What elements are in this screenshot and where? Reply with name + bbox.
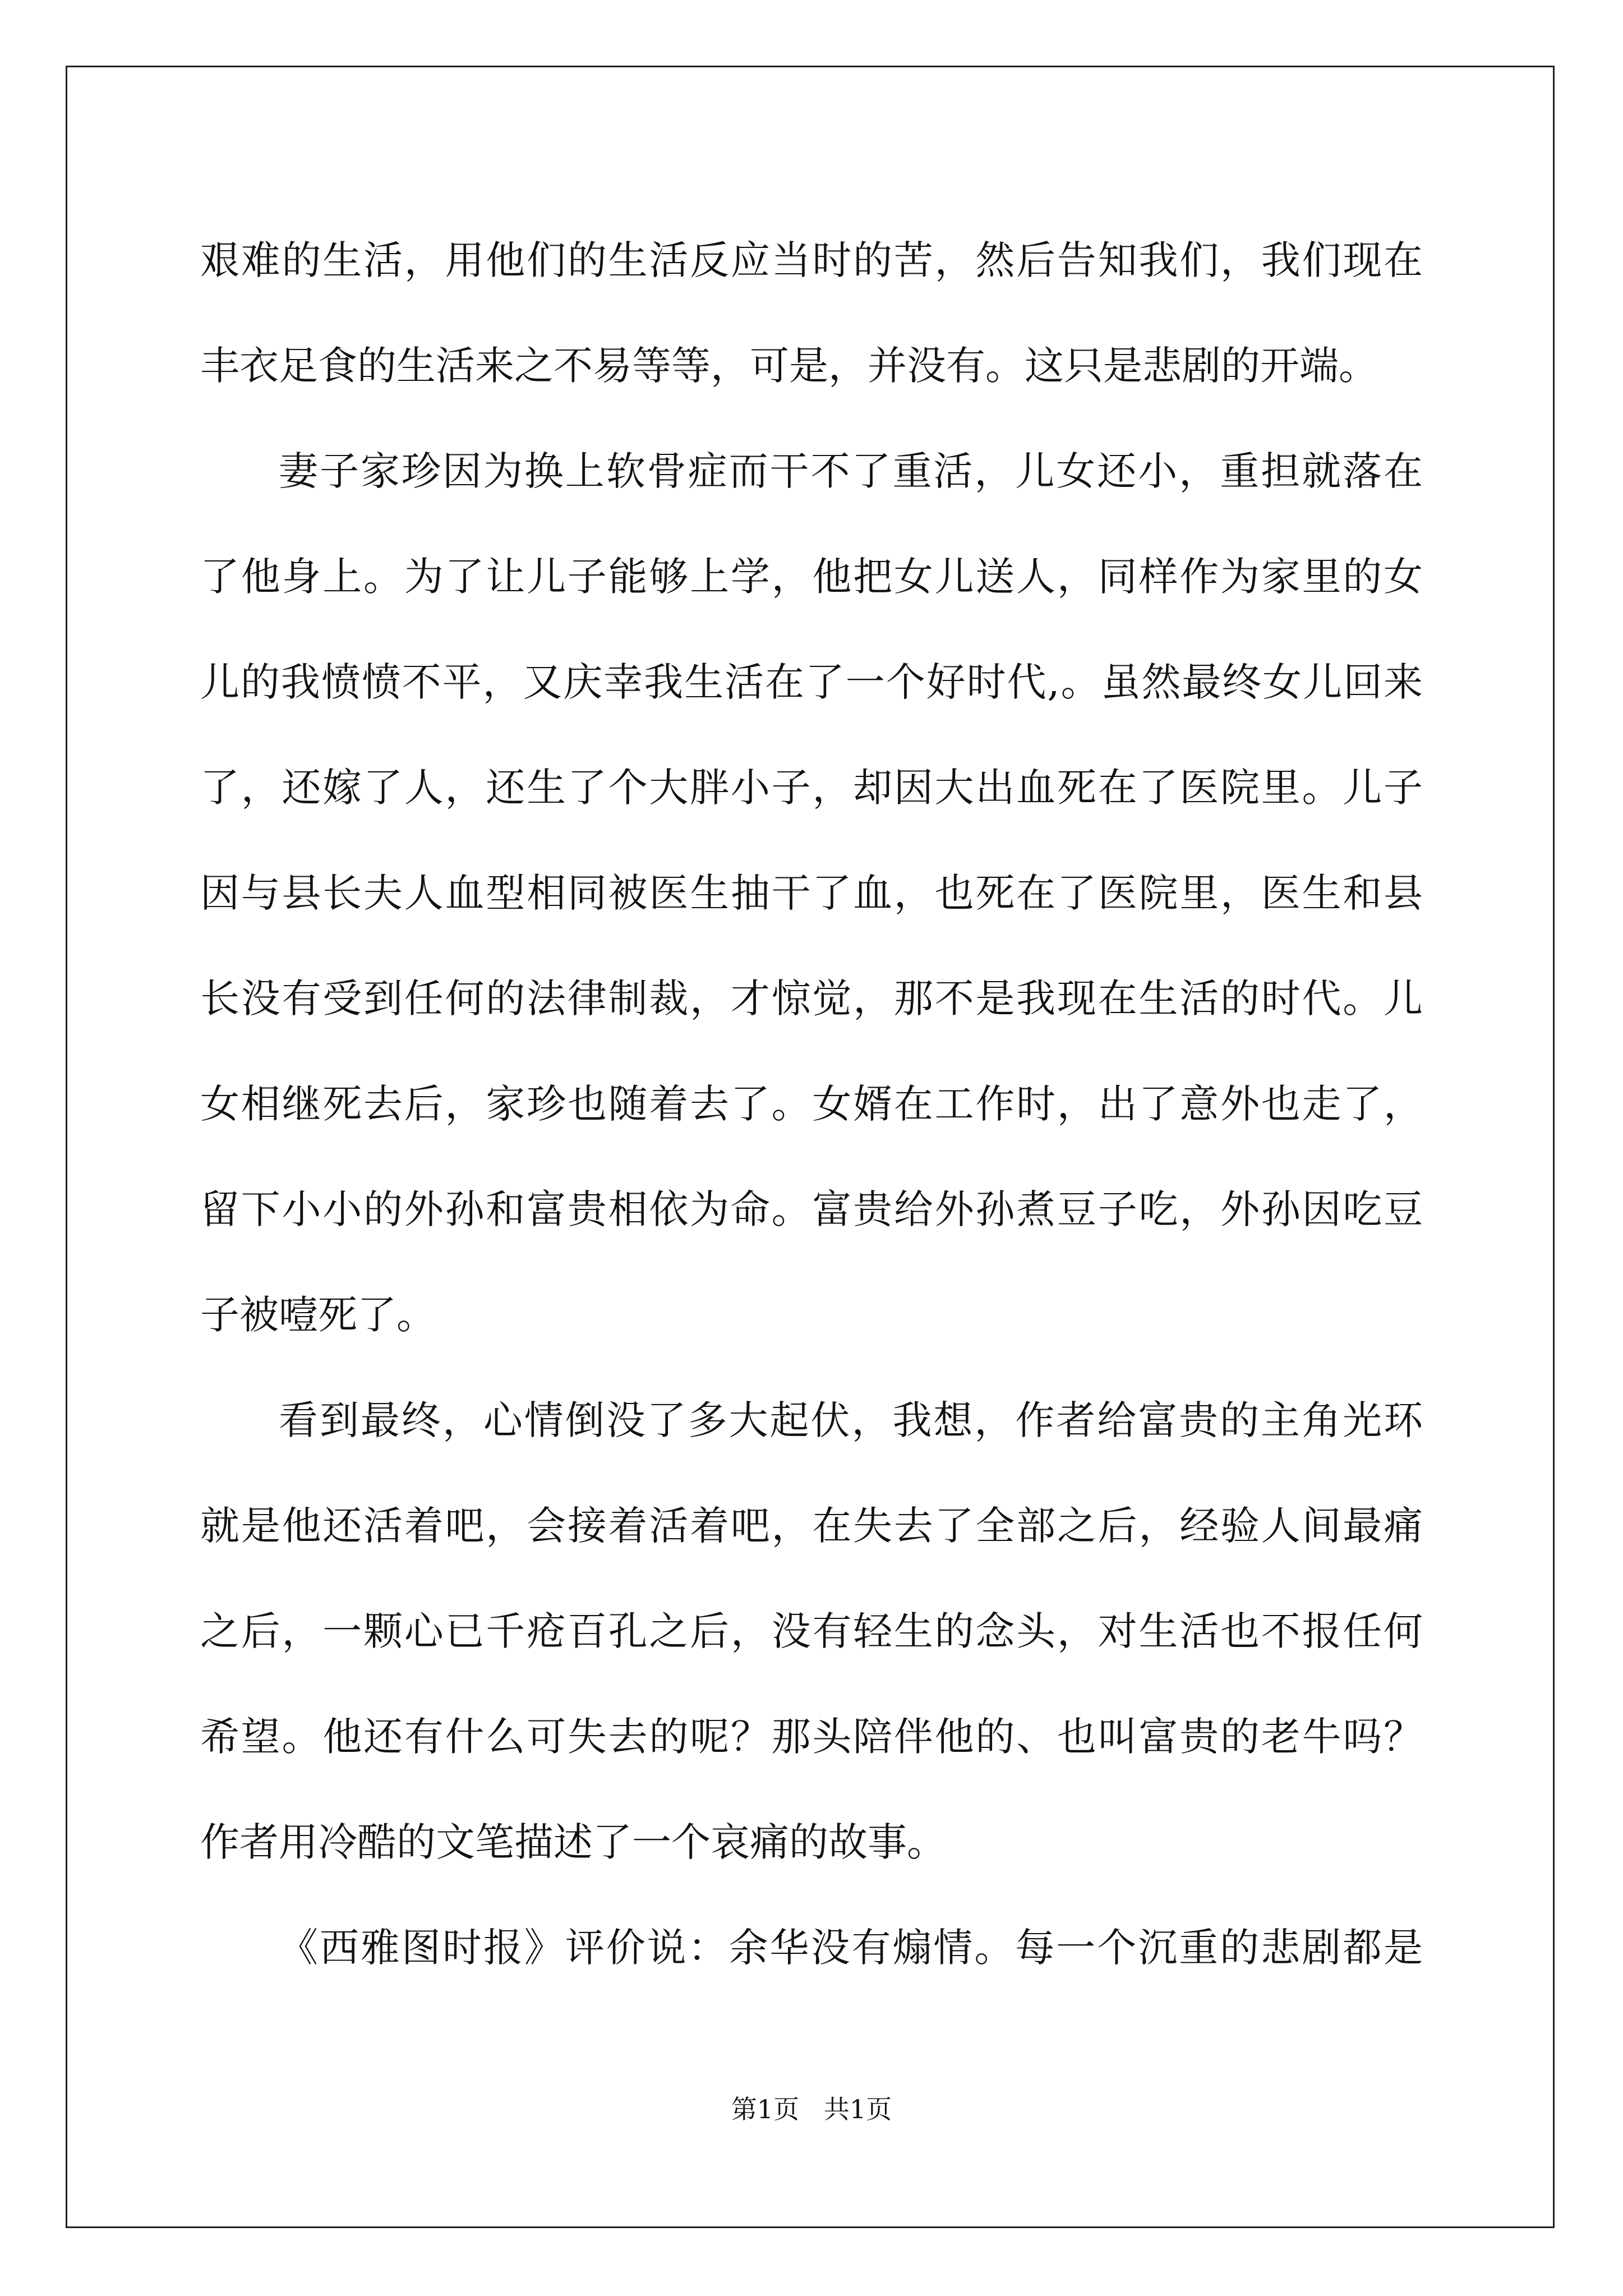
text-line: 看到最终，心情倒没了多大起伏，我想，作者给富贵的主角光环 <box>279 1397 1423 1443</box>
text-line: 因与县长夫人血型相同被医生抽干了血，也死在了医院里，医生和县 <box>200 870 1423 916</box>
text-line: 《西雅图时报》评价说：余华没有煽情。每一个沉重的悲剧都是 <box>279 1925 1423 1971</box>
text-line: 子被噎死了。 <box>200 1292 436 1338</box>
paragraph <box>200 208 1423 418</box>
document-body <box>200 208 1423 2000</box>
text-line: 丰衣足食的生活来之不易等等，可是，并没有。这只是悲剧的开端。 <box>200 343 1378 389</box>
paragraph <box>200 1368 1423 1895</box>
text-line: 妻子家珍因为换上软骨症而干不了重活，儿女还小，重担就落在 <box>279 448 1423 494</box>
text-line: 了，还嫁了人，还生了个大胖小子，却因大出血死在了医院里。儿子 <box>200 765 1423 811</box>
text-line: 之后，一颗心已千疮百孔之后，没有轻生的念头，对生活也不报任何 <box>200 1608 1423 1654</box>
text-line: 就是他还活着吧，会接着活着吧，在失去了全部之后，经验人间最痛 <box>200 1503 1423 1549</box>
text-line: 希望。他还有什么可失去的呢？那头陪伴他的、也叫富贵的老牛吗？ <box>200 1714 1423 1760</box>
text-line: 长没有受到任何的法律制裁，才惊觉，那不是我现在生活的时代。儿 <box>200 976 1423 1022</box>
text-line: 儿的我愤愤不平，又庆幸我生活在了一个好时代,。虽然最终女儿回来 <box>200 659 1423 705</box>
paragraph <box>200 1895 1423 2000</box>
text-line: 作者用冷酷的文笔描述了一个哀痛的故事。 <box>200 1819 946 1865</box>
paragraph <box>200 418 1423 1368</box>
text-line: 了他身上。为了让儿子能够上学，他把女儿送人，同样作为家里的女 <box>200 554 1423 600</box>
text-line: 女相继死去后，家珍也随着去了。女婿在工作时，出了意外也走了， <box>200 1081 1423 1127</box>
page-footer: 第1页 共1页 <box>731 2094 892 2124</box>
text-line: 留下小小的外孙和富贵相依为命。富贵给外孙煮豆子吃，外孙因吃豆 <box>200 1186 1423 1232</box>
text-line: 艰难的生活，用他们的生活反应当时的苦，然后告知我们，我们现在 <box>200 237 1423 283</box>
